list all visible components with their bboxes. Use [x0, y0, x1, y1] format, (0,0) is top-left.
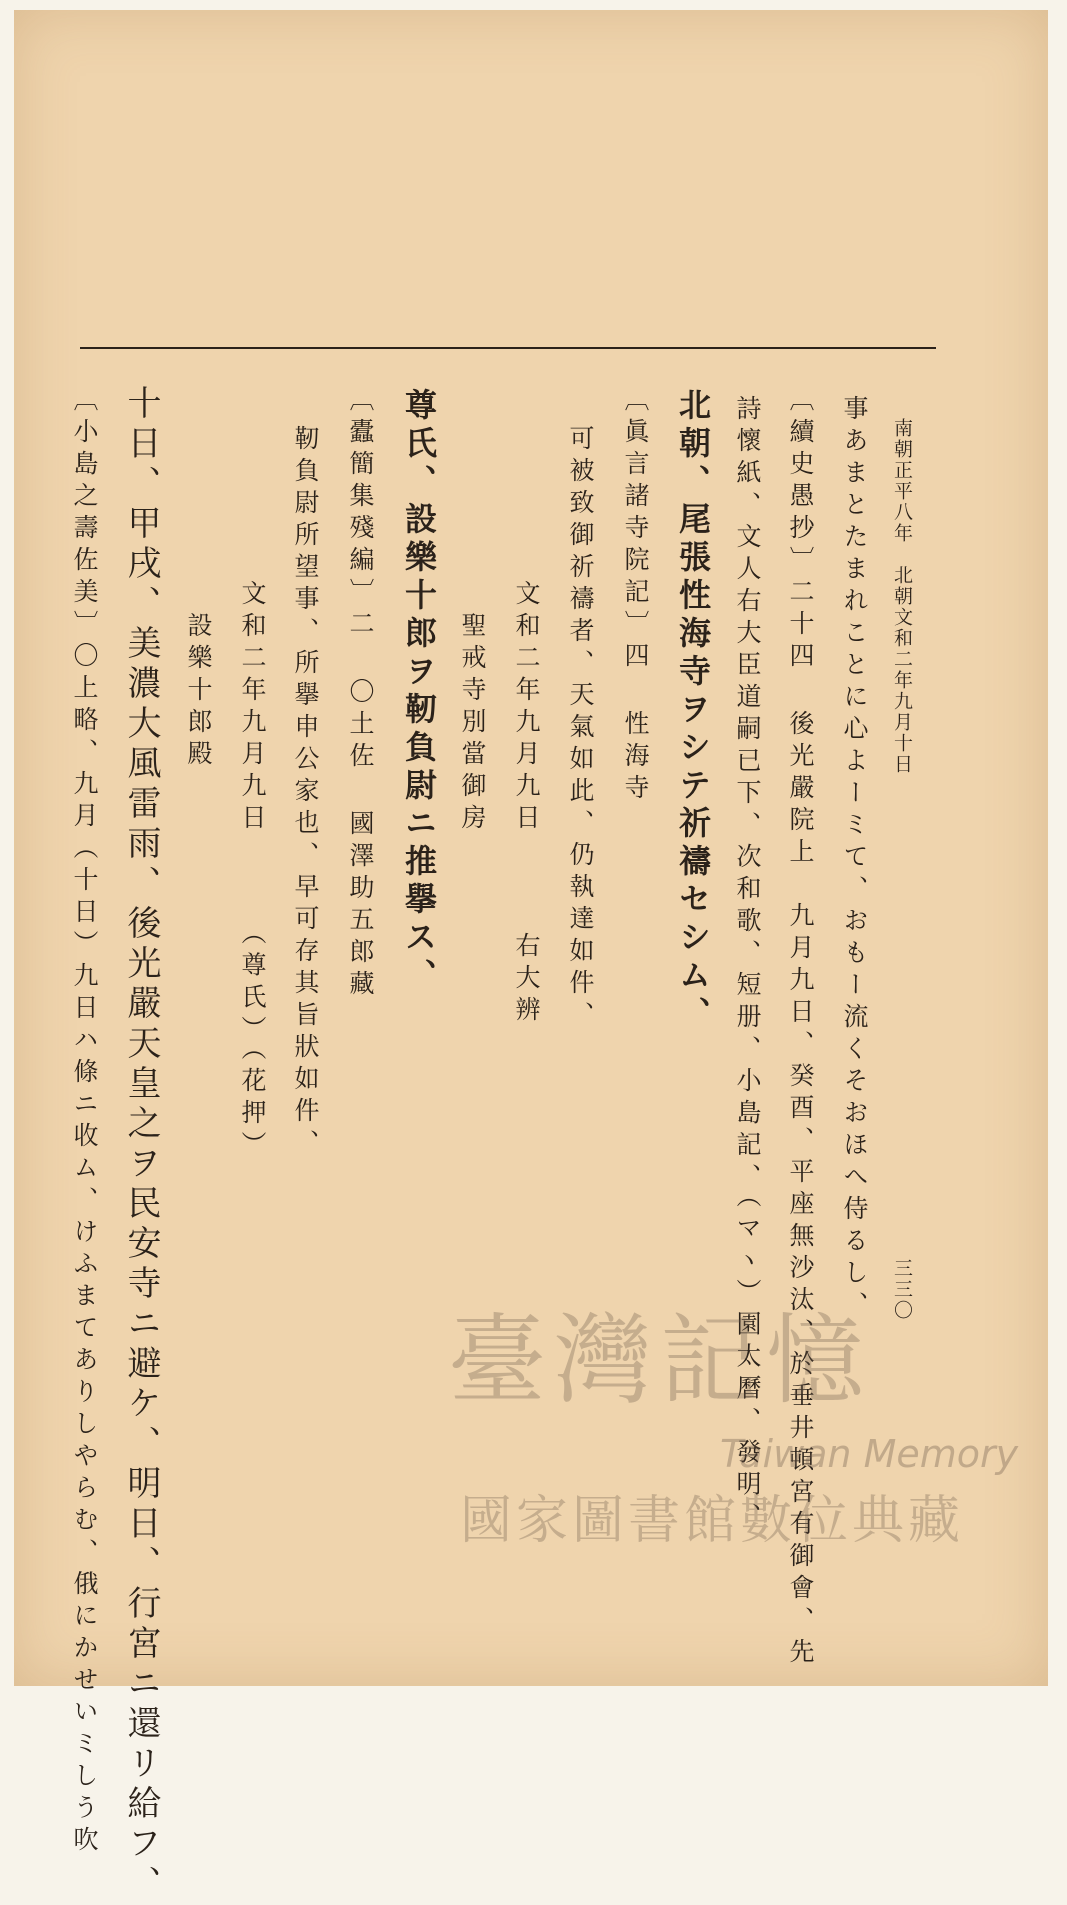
- text-column-10: 〔蠹簡集殘編〕二 〇土佐 國澤助五郎藏: [346, 386, 375, 1002]
- heading-bei-chao-prayer: 北朝、尾張性海寺ヲシテ祈禱セシム、: [674, 388, 712, 1034]
- text-column-12: 文和二年九月九日 （尊氏）（花押）: [238, 580, 267, 1163]
- text-column-7: 文和二年九月九日 右大辨: [512, 580, 541, 1028]
- text-column-11: 靭負尉所望事、所擧申公家也、早可存其旨狀如件、: [291, 425, 320, 1161]
- page-number: 三三〇: [891, 1258, 913, 1321]
- text-column-1: 事あまとたまれことに心よーミて、おもー流くそおほへ侍るし、: [840, 395, 869, 1323]
- watermark-library: 國家圖書館數位典藏: [460, 1491, 965, 1551]
- text-column-13: 設樂十郎殿: [184, 612, 213, 772]
- watermark-english: Taiwan Memory: [720, 1432, 1019, 1476]
- section-rule: [80, 347, 936, 349]
- text-column-2: 〔續史愚抄〕二十四 後光嚴院上 九月九日、癸酉、平座無沙汰、於垂井頓宮有御會、先: [786, 386, 815, 1670]
- watermark-chinese: 臺灣記憶: [448, 1304, 873, 1418]
- text-column-8: 聖戒寺別當御房: [458, 612, 487, 836]
- heading-takauji-recommendation: 尊氏、設樂十郎ヲ靭負尉ニ推擧ス、: [400, 388, 438, 996]
- text-column-5: 〔眞言諸寺院記〕四 性海寺: [621, 386, 650, 806]
- text-column-3: 詩懷紙、文人右大臣道嗣已下、次和歌、短册、小島記、（マヽ）園太曆、發明、: [733, 395, 762, 1535]
- heading-tenth-day-storm: 十日、甲戌、美濃大風雷雨、後光嚴天皇之ヲ民安寺ニ避ケ、明日、行宮ニ還リ給フ、: [121, 385, 161, 1905]
- text-column-6: 可被致御祈禱者、天氣如此、仍執達如件、: [566, 425, 595, 1033]
- running-title: 南朝正平八年 北朝文和二年九月十日: [891, 418, 913, 775]
- text-column-15: 〔小島之壽佐美〕〇上略、九月（十日）九日ハ條ニ收ム、けふまてありしやらむ、俄にかせいミしう吹: [70, 386, 99, 1858]
